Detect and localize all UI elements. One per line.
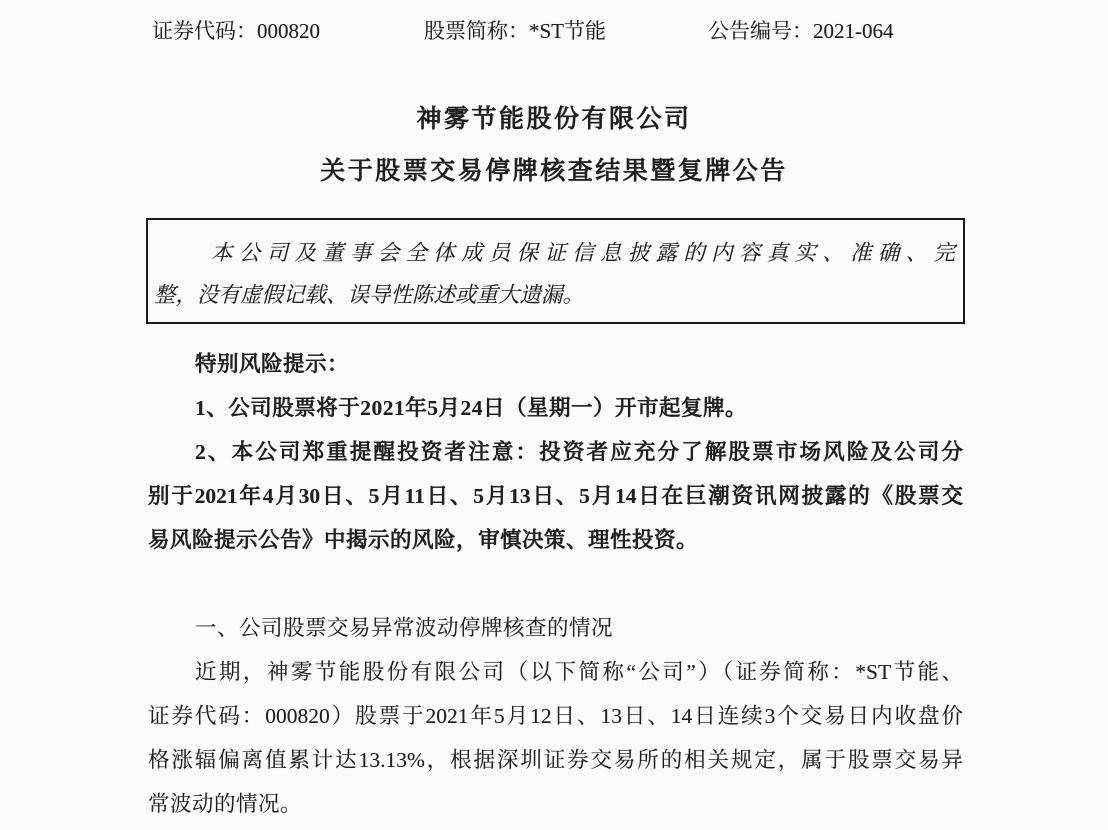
stock-short-name: 股票简称：*ST节能 <box>424 19 607 43</box>
risk-item-2-line: 2、本公司郑重提醒投资者注意：投资者应充分了解股票市场风险及公司分 <box>195 440 963 464</box>
risk-item-2-line: 别于2021年4月30日、5月11日、5月13日、5月14日在巨潮资讯网披露的《股票交 <box>148 484 963 508</box>
statement-line: 整，没有虚假记载、误导性陈述或重大遗漏。 <box>154 283 585 307</box>
announcement-number: 公告编号：2021-064 <box>708 19 894 43</box>
document-header <box>0 15 1108 41</box>
section-1-paragraph-line: 近期，神雾节能股份有限公司（以下简称“公司”）（证券简称：*ST节能、 <box>195 660 963 684</box>
risk-item-1: 1、公司股票将于2021年5月24日（星期一）开市起复牌。 <box>195 396 748 420</box>
risk-item-2-line: 易风险提示公告》中揭示的风险，审慎决策、理性投资。 <box>148 528 699 552</box>
stock-code: 证券代码：000820 <box>152 19 320 43</box>
section-1-paragraph-line: 常波动的情况。 <box>148 792 303 816</box>
section-1-heading: 一、公司股票交易异常波动停牌核查的情况 <box>195 616 614 640</box>
blank-line <box>148 562 963 606</box>
section-1-paragraph-line: 格涨辐偏离值累计达13.13%，根据深圳证券交易所的相关规定，属于股票交易异 <box>148 748 963 772</box>
section-1-paragraph-line: 证券代码：000820）股票于2021年5月12日、13日、14日连续3个交易日内收盘价 <box>148 704 963 728</box>
risk-heading: 特别风险提示： <box>195 352 350 376</box>
document-body <box>148 342 963 826</box>
announcement-title: 关于股票交易停牌核查结果暨复牌公告 <box>320 157 788 185</box>
statement-line: 本公司及董事会全体成员保证信息披露的内容真实、准确、完 <box>211 241 955 265</box>
company-title: 神雾节能股份有限公司 <box>416 105 692 133</box>
integrity-statement-box <box>146 218 965 324</box>
